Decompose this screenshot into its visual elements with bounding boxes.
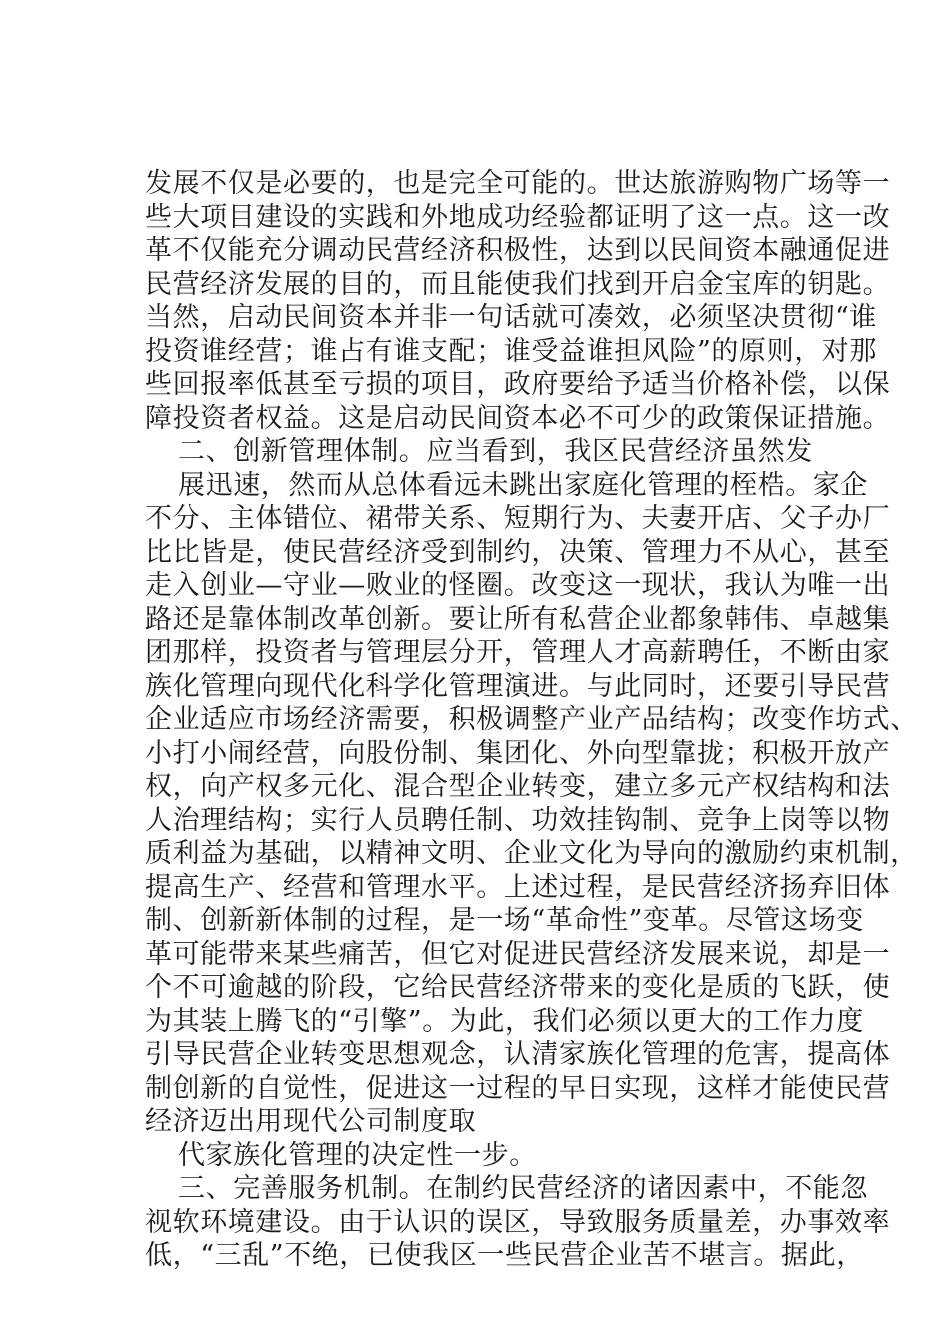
body-line: 企业适应市场经济需要，积极调整产业产品结构；改变作坊式、 (145, 704, 918, 735)
body-line: 视软环境建设。由于认识的误区，导致服务质量差，办事效率 (145, 1207, 891, 1238)
body-line: 民营经济发展的目的，而且能使我们找到开启金宝库的钥匙。 (145, 269, 891, 300)
body-line: 比比皆是，使民营经济受到制约，决策、管理力不从心，甚至 (145, 537, 891, 568)
body-line: 走入创业—守业—败业的怪圈。改变这一现状，我认为唯一出 (145, 570, 891, 601)
body-line: 些回报率低甚至亏损的项目，政府要给予适当价格补偿，以保 (145, 369, 891, 400)
body-line: 不分、主体错位、裙带关系、短期行为、夫妻开店、父子办厂 (145, 503, 891, 534)
body-line: 为其装上腾飞的“引擎”。为此，我们必须以更大的工作力度 (145, 1006, 864, 1037)
body-line: 些大项目建设的实践和外地成功经验都证明了这一点。这一改 (145, 202, 891, 233)
body-line: 提高生产、经营和管理水平。上述过程，是民营经济扬弃旧体 (145, 872, 891, 903)
body-line: 展迅速，然而从总体看远未跳出家庭化管理的桎梏。家企 (178, 470, 868, 501)
body-line: 低，“三乱”不绝，已使我区一些民营企业苦不堪言。据此， (145, 1240, 864, 1271)
body-line: 发展不仅是必要的，也是完全可能的。世达旅游购物广场等一 (145, 168, 891, 199)
body-line: 路还是靠体制改革创新。要让所有私营企业都象韩伟、卓越集 (145, 604, 891, 635)
body-line: 革可能带来某些痛苦，但它对促进民营经济发展来说，却是一 (145, 939, 891, 970)
body-line: 投资谁经营；谁占有谁支配；谁受益谁担风险”的原则，对那 (145, 336, 878, 367)
section-heading-line: 三、完善服务机制。在制约民营经济的诸因素中，不能忽 (178, 1173, 868, 1204)
body-line: 制创新的自觉性，促进这一过程的早日实现，这样才能使民营 (145, 1073, 891, 1104)
section-heading-line: 二、创新管理体制。应当看到，我区民营经济虽然发 (178, 436, 813, 467)
body-line: 制、创新新体制的过程，是一场“革命性”变革。尽管这场变 (145, 905, 864, 936)
body-line: 权，向产权多元化、混合型企业转变，建立多元产权结构和法 (145, 771, 891, 802)
body-line: 引导民营企业转变思想观念，认清家族化管理的危害，提高体 (145, 1039, 891, 1070)
body-line: 革不仅能充分调动民营经济积极性，达到以民间资本融通促进 (145, 235, 891, 266)
body-line: 团那样，投资者与管理层分开，管理人才高薪聘任，不断由家 (145, 637, 891, 668)
body-line: 当然，启动民间资本并非一句话就可凑效，必须坚决贯彻“谁 (145, 302, 878, 333)
body-line: 代家族化管理的决定性一步。 (178, 1140, 537, 1171)
body-line: 人治理结构；实行人员聘任制、功效挂钩制、竞争上岗等以物 (145, 805, 891, 836)
body-line: 族化管理向现代化科学化管理演进。与此同时，还要引导民营 (145, 671, 891, 702)
body-line: 障投资者权益。这是启动民间资本必不可少的政策保证措施。 (145, 403, 891, 434)
body-line: 小打小闹经营，向股份制、集团化、外向型靠拢；积极开放产 (145, 738, 891, 769)
body-line: 质利益为基础，以精神文明、企业文化为导向的激励约束机制， (145, 838, 918, 869)
body-line: 经济迈出用现代公司制度取 (145, 1106, 477, 1137)
body-line: 个不可逾越的阶段，它给民营经济带来的变化是质的飞跃，使 (145, 972, 891, 1003)
